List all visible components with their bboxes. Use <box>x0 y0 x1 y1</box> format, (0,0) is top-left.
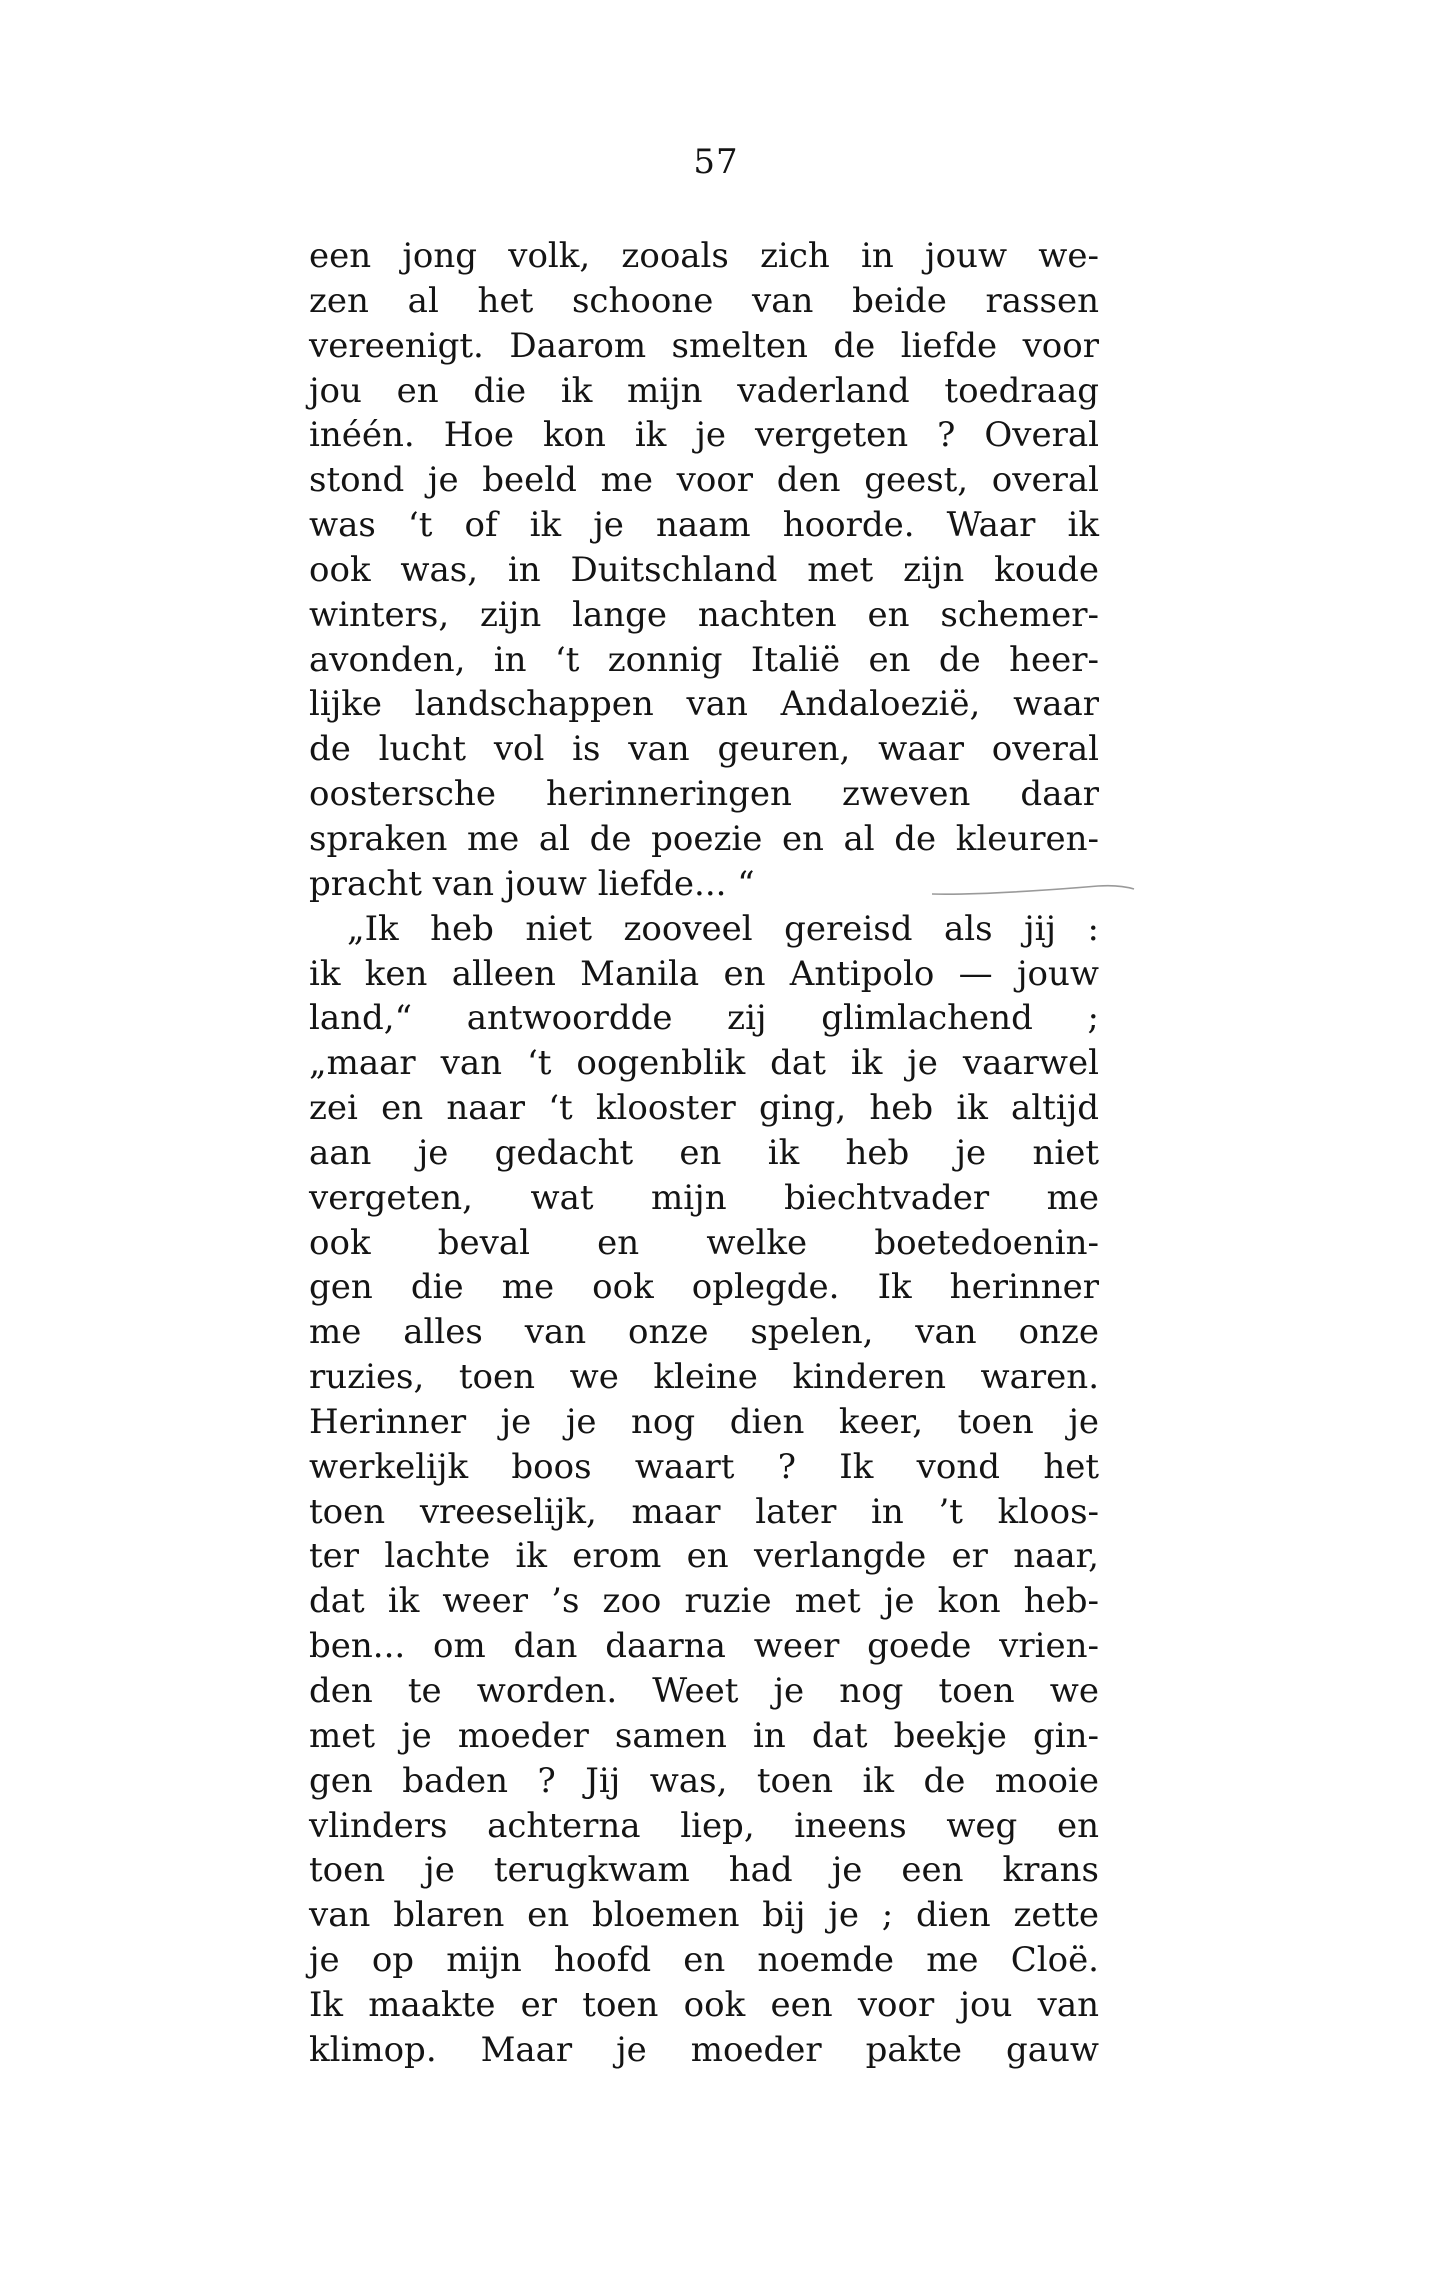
text-line: klimop. Maar je moeder pakte gauw <box>309 2029 1099 2070</box>
text-line: lijke landschappen van Andaloezië, waar <box>309 684 1099 725</box>
text-line: dat ik weer ’s zoo ruzie met je kon heb- <box>309 1581 1099 1622</box>
text-line: vereenigt. Daarom smelten de liefde voor <box>309 325 1099 366</box>
text-line: stond je beeld me voor den geest, overal <box>309 460 1099 501</box>
text-line: oostersche herinneringen zweven daar <box>309 774 1099 815</box>
text-line: ook beval en welke boetedoenin- <box>309 1222 1099 1263</box>
body-text <box>309 234 1099 2073</box>
text-line: Ik maakte er toen ook een voor jou van <box>309 1984 1099 2025</box>
text-line: toen je terugkwam had je een krans <box>309 1850 1099 1891</box>
text-line: avonden, in ‘t zonnig Italië en de heer- <box>309 639 1099 680</box>
decorative-flourish <box>928 880 1138 900</box>
text-line: met je moeder samen in dat beekje gin- <box>309 1715 1099 1756</box>
text-line: „Ik heb niet zooveel gereisd als jij : <box>347 908 1099 949</box>
text-line: ruzies, toen we kleine kinderen waren. <box>309 1357 1099 1398</box>
text-line: vlinders achterna liep, ineens weg en <box>309 1805 1099 1846</box>
text-line: zei en naar ‘t klooster ging, heb ik altijd <box>309 1088 1099 1129</box>
text-line: pracht van jouw liefde... “ <box>309 863 755 904</box>
text-line: vergeten, wat mijn biechtvader me <box>309 1177 1099 1218</box>
text-line: me alles van onze spelen, van onze <box>309 1312 1099 1353</box>
text-line: winters, zijn lange nachten en schemer- <box>309 594 1099 635</box>
text-line: ben... om dan daarna weer goede vrien- <box>309 1626 1099 1667</box>
text-line: spraken me al de poezie en al de kleuren- <box>309 818 1099 859</box>
text-line: ik ken alleen Manila en Antipolo — jouw <box>309 953 1099 994</box>
text-line: ook was, in Duitschland met zijn koude <box>309 549 1099 590</box>
text-line: de lucht vol is van geuren, waar overal <box>309 729 1099 770</box>
text-line: aan je gedacht en ik heb je niet <box>309 1132 1099 1173</box>
text-line: ter lachte ik erom en verlangde er naar, <box>309 1536 1099 1577</box>
text-line: gen die me ook oplegde. Ik herinner <box>309 1267 1099 1308</box>
text-line: Herinner je je nog dien keer, toen je <box>309 1401 1099 1442</box>
text-line: gen baden ? Jij was, toen ik de mooie <box>309 1760 1099 1801</box>
text-line: zen al het schoone van beide rassen <box>309 280 1099 321</box>
text-line: een jong volk, zooals zich in jouw we- <box>309 236 1099 276</box>
text-line: jou en die ik mijn vaderland toedraag <box>309 370 1099 411</box>
text-line: den te worden. Weet je nog toen we <box>309 1671 1099 1711</box>
text-line: „maar van ‘t oogenblik dat ik je vaarwel <box>309 1043 1099 1084</box>
text-line: van blaren en bloemen bij je ; dien zette <box>309 1895 1099 1936</box>
text-line: toen vreeselijk, maar later in ’t kloos- <box>309 1491 1099 1532</box>
text-line: was ‘t of ik je naam hoorde. Waar ik <box>309 505 1099 546</box>
text-line: je op mijn hoofd en noemde me Cloë. <box>309 1940 1099 1981</box>
page-number: 57 <box>693 142 739 182</box>
text-line: land,“ antwoordde zij glimlachend ; <box>309 998 1099 1039</box>
text-line: inéén. Hoe kon ik je vergeten ? Overal <box>309 415 1099 456</box>
text-line: werkelijk boos waart ? Ik vond het <box>309 1446 1099 1487</box>
